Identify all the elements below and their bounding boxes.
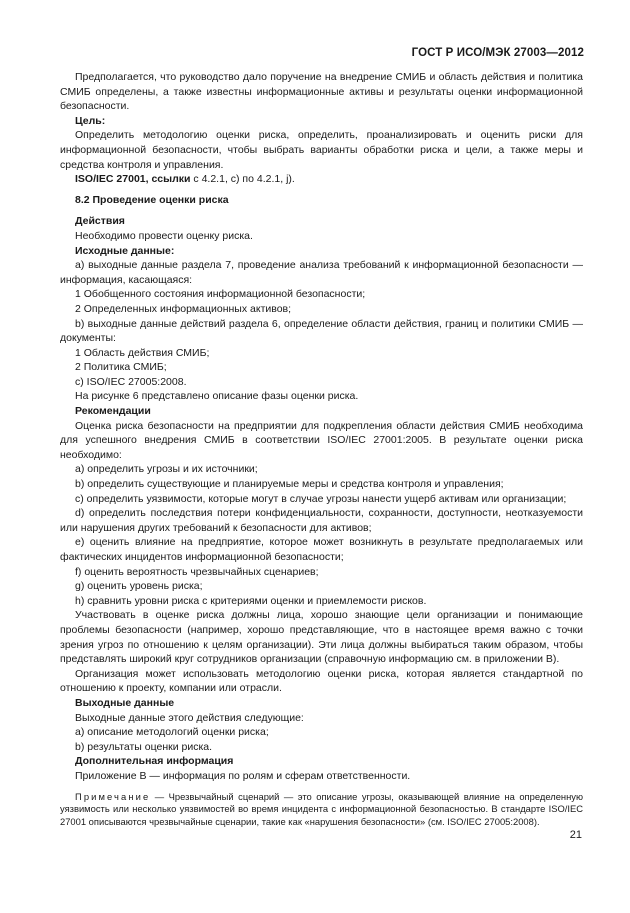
note-text: — Чрезвычайный сценарий — это описание угрозы, оказывающей влияние на определенную уязвимость или несколько уязвимостей во время инцидента с информационной безопасностью. В стандарте ISO/IEC 27001 описываются чрезвычайные сценарии, такие как «нарушения безопасности» (см. ISO/IEC 27005:2008). [60,790,583,827]
outputs-item: а) описание методологий оценки риска; [75,726,269,739]
figure-reference: На рисунке 6 представлено описание фазы оценки риска. [75,390,359,403]
note-paragraph [60,791,583,829]
goal-heading: Цель: [75,114,106,127]
methodology-paragraph: Организация может использовать методологию оценки риска, которая является стандартной по отношению к проекту, компании или отрасли. [60,667,583,695]
recommendation-item: d) определить последствия потери конфиденциальности, сохранности, доступности, неотказуемости или нарушения других требований к безопасности для активов; [60,507,583,534]
inputs-item-c: с) ISO/IEC 27005:2008. [75,375,187,388]
recommendations-heading: Рекомендации [75,405,151,418]
recommendation-item: b) определить существующие и планируемые меры и средства контроля и управления; [75,478,504,491]
inputs-item-a: а) выходные данные раздела 7, проведение анализа требований к информационной безопасности — информация, касающаяся: [60,259,583,286]
outputs-intro: Выходные данные этого действия следующие: [75,711,304,724]
additional-info-text: Приложение В — информация по ролям и сферам ответственности. [75,769,411,782]
iso-reference [60,172,583,187]
recommendation-item: е) оценить влияние на предприятие, которое может возникнуть в результате предполагаемых или фактических инцидентов информационной безопасности; [60,536,583,563]
page-number: 21 [569,829,582,841]
section-title: 8.2 Проведение оценки риска [75,193,229,206]
recommendation-item: а) определить угрозы и их источники; [75,463,258,476]
goal-paragraph: Определить методологию оценки риска, определить, проанализировать и оценить риски для информационной безопасности, чтобы выбрать варианты обработки риска и цели, а также меры и средства контроля и управления. [60,129,583,171]
iso-reference-label: ISO/IEC 27001, ссылки [75,173,191,186]
recommendations-intro: Оценка риска безопасности на предприятии для подкрепления области действия СМИБ необходима для успешного внедрения СМИБ в соответствии ISO/IEC 27001:2005. В результате оценки риска необходимо: [60,419,583,461]
iso-reference-text: с 4.2.1, с) по 4.2.1, j). [190,173,295,186]
recommendation-item: h) сравнить уровни риска с критериями оценки и приемлемости рисков. [75,594,427,607]
inputs-heading: Исходные данные: [75,244,175,257]
inputs-item-b: b) выходные данные действий раздела 6, определение области действия, границ и политики СМИБ — документы: [60,317,583,345]
recommendation-item: с) определить уязвимости, которые могут в случае угрозы нанести ущерб активам или организации; [75,492,567,505]
inputs-item-a1: 1 Обобщенного состояния информационной безопасности; [75,288,366,301]
actions-text: Необходимо провести оценку риска. [75,229,253,242]
actions-heading: Действия [75,215,125,228]
recommendation-item: f) оценить вероятность чрезвычайных сценариев; [75,565,319,578]
outputs-item: b) результаты оценки риска. [75,740,213,753]
intro-paragraph: Предполагается, что руководство дало поручение на внедрение СМИБ и область действия и политика СМИБ определены, а также известны информационные активы и результаты оценки информационной безопасности. [60,71,583,113]
inputs-item-b1: 1 Область действия СМИБ; [75,346,210,359]
outputs-heading: Выходные данные [75,696,175,709]
inputs-item-b2: 2 Политика СМИБ; [75,361,167,374]
document-header: ГОСТ Р ИСО/МЭК 27003—2012 [411,47,584,59]
participants-paragraph: Участвовать в оценке риска должны лица, хорошо знающие цели организации и понимающие проблемы безопасности (например, хорошо представляющие, что в настоящее время важно с точки зрения угроз по отношению к целям организации). Эти лица должны выбираться таким образом, чтобы представлять широкий круг сотрудников организации (справочную информацию см. в приложении В). [60,609,583,666]
inputs-item-a2: 2 Определенных информационных активов; [75,302,292,315]
page-body [60,70,583,828]
recommendation-item: g) оценить уровень риска; [75,580,203,593]
note-label: Примечание [75,790,151,802]
additional-info-heading: Дополнительная информация [75,755,234,768]
